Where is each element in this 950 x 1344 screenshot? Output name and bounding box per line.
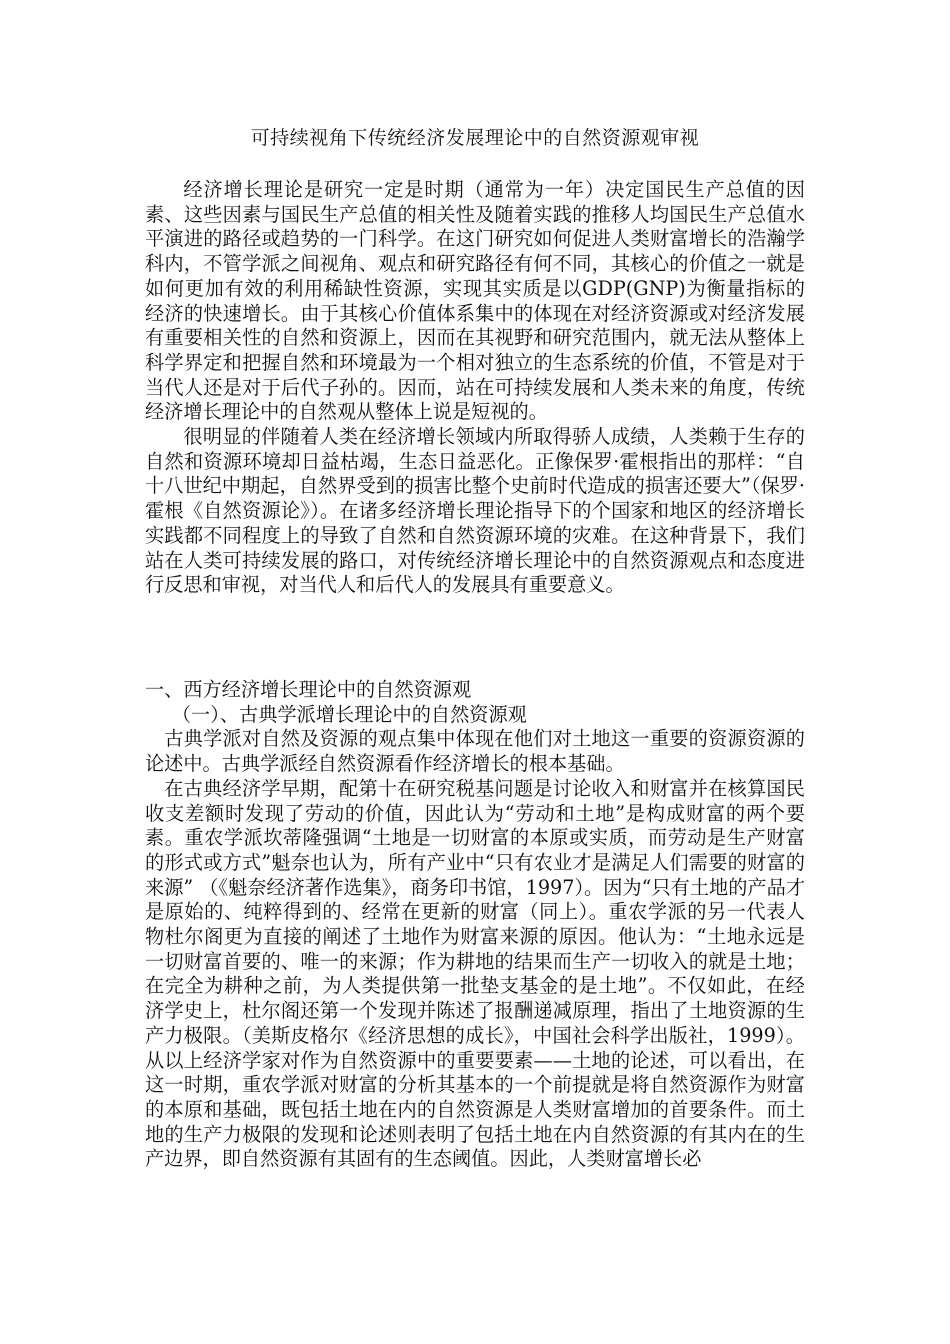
section-paragraph-1: 古典学派对自然及资源的观点集中体现在他们对土地这一重要的资源资源的论述中。古典学派经自然资源看作经济增长的根本基础。 [145,727,805,776]
section-one [145,678,805,1172]
intro-paragraph-1: 经济增长理论是研究一定是时期（通常为一年）决定国民生产总值的因素、这些因素与国民生产总值的相关性及随着实践的推移人均国民生产总值水平演进的路径或趋势的一门科学。在这门研究如何促进人类财富增长的浩瀚学科内，不管学派之间视角、观点和研究路径有何不同，其核心的价值之一就是如何更加有效的利用稀缺性资源，实现其实质是以GDP(GNP)为衡量指标的经济的快速增长。由于其核心价值体系集中的体现在对经济资源或对经济发展有重要相关性的自然和资源上，因而在其视野和研究范围内，就无法从整体上科学界定和把握自然和环境最为一个相对独立的生态系统的价值，不管是对于当代人还是对于后代子孙的。因而，站在可持续发展和人类未来的角度，传统经济增长理论中的自然观从整体上说是短视的。 [145,178,805,424]
subsection-heading: （一）、古典学派增长理论中的自然资源观 [171,702,527,726]
section-heading: 一、西方经济增长理论中的自然资源观 [145,678,472,701]
section-paragraph-2: 在古典经济学早期，配第十在研究税基问题是讨论收入和财富并在核算国民收支差额时发现了劳动的价值，因此认为“劳动和土地”是构成财富的两个要素。重农学派坎蒂隆强调“土地是一切财富的本原或实质，而劳动是生产财富的形式或方式”魁奈也认为，所有产业中“只有农业才是满足人们需要的财富的来源” （《魁奈经济著作选集》，商务印书馆，1997）。因为“只有土地的产品才是原始的、纯粹得到的、经常在更新的财富（同上）。重农学派的另一代表人物杜尔阁更为直接的阐述了土地作为财富来源的原因。他认为：“土地永远是一切财富首要的、唯一的来源；作为耕地的结果而生产一切收入的就是土地；在完全为耕种之前，为人类提供第一批垫支基金的是土地”。不仅如此，在经济学史上，杜尔阁还第一个发现并陈述了报酬递减原理，指出了土地资源的生产力极限。（美斯皮格尔《经济思想的成长》，中国社会科学出版社，1999）。从以上经济学家对作为自然资源中的重要要素——土地的论述，可以看出，在这一时期，重农学派对财富的分析其基本的一个前提就是将自然资源作为财富的本原和基础，既包括土地在内的自然资源是人类财富增加的首要条件。而土地的生产力极限的发现和论述则表明了包括土地在内自然资源的有其内在的生产边界，即自然资源有其固有的生态阈值。因此，人类财富增长必 [145,776,805,1171]
intro-section [145,178,805,598]
document-title: 可持续视角下传统经济发展理论中的自然资源观审视 [250,127,700,149]
intro-paragraph-2: 很明显的伴随着人类在经济增长领域内所取得骄人成绩，人类赖于生存的自然和资源环境却日益枯竭，生态日益恶化。正像保罗·霍根指出的那样：“自十八世纪中期起，自然界受到的损害比整个史前时代造成的损害还要大”（保罗·霍根《自然资源论》）。在诸多经济增长理论指导下的个国家和地区的经济增长实践都不同程度上的导致了自然和自然资源环境的灾难。在这种背景下，我们站在人类可持续发展的路口，对传统经济增长理论中的自然资源观点和态度进行反思和审视，对当代人和后代人的发展具有重要意义。 [145,425,805,597]
